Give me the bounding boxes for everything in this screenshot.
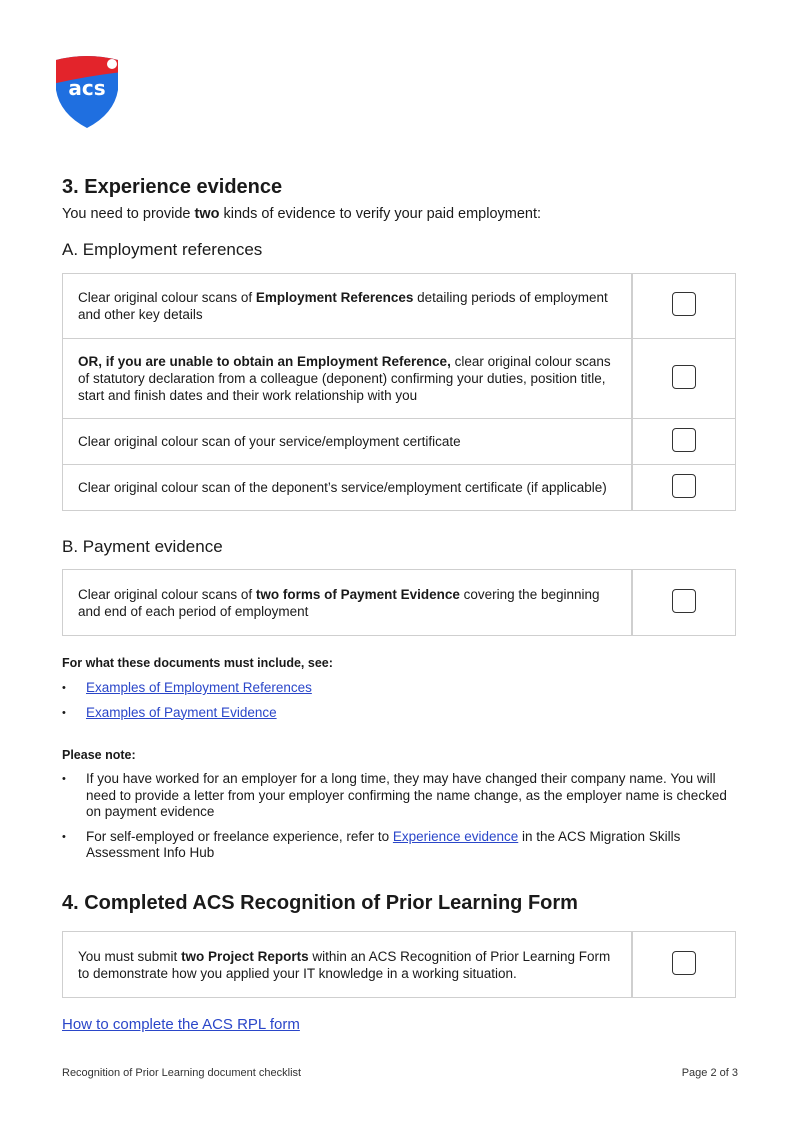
- checklist-text: You must submit two Project Reports within an ACS Recognition of Prior Learning Form to demonstrate how you applied your IT knowledge in a working situation.: [63, 932, 633, 998]
- payment-evidence-checkbox[interactable]: [672, 589, 696, 613]
- list-item: [62, 680, 312, 697]
- svg-text:acs: acs: [68, 76, 106, 100]
- payment-evidence-examples-link[interactable]: Examples of Payment Evidence: [86, 704, 277, 720]
- checklist-row: [63, 570, 736, 636]
- employment-checklist: [62, 273, 736, 511]
- payment-evidence-heading: B. Payment evidence: [62, 537, 223, 556]
- section-4-title: 4. Completed ACS Recognition of Prior Learning Form: [62, 892, 578, 914]
- checklist-text: Clear original colour scan of your service/employment certificate: [63, 419, 633, 465]
- checklist-text: Clear original colour scans of Employment References detailing periods of employment and other key details: [63, 274, 633, 339]
- checklist-row: [63, 419, 736, 465]
- section-3-title: 3. Experience evidence: [62, 176, 283, 198]
- rpl-form-guide-link[interactable]: How to complete the ACS RPL form: [62, 1016, 300, 1033]
- page-number: Page 2 of 3: [681, 1067, 738, 1079]
- section-3-intro: You need to provide two kinds of evidence to verify your paid employment:: [62, 206, 542, 222]
- acs-logo: [52, 54, 122, 130]
- list-item: [62, 705, 312, 722]
- notes-list: [62, 771, 742, 862]
- employment-reference-checkbox[interactable]: [672, 292, 696, 316]
- list-item: • For self-employed or freelance experience, refer to Experience evidence in the ACS Migration Skills Assessment Info Hub: [62, 829, 742, 862]
- list-item: • If you have worked for an employer for a long time, they may have changed their company name. You will need to provide a letter from your employer confirming the name change, as the employer name is checked on payment evidence: [62, 771, 742, 821]
- include-heading: For what these documents must include, see:: [62, 656, 333, 670]
- checklist-row: [63, 339, 736, 419]
- checklist-text: Clear original colour scan of the deponent’s service/employment certificate (if applicable): [63, 465, 633, 511]
- checklist-row: [63, 932, 736, 998]
- include-links-list: [62, 680, 312, 721]
- checklist-row: [63, 274, 736, 339]
- employment-references-heading: A. Employment references: [62, 240, 263, 259]
- project-reports-checkbox[interactable]: [672, 951, 696, 975]
- checklist-text: Clear original colour scans of two forms of Payment Evidence covering the beginning and end of each period of employment: [63, 570, 633, 636]
- deponent-certificate-checkbox[interactable]: [672, 474, 696, 498]
- statutory-declaration-checkbox[interactable]: [672, 365, 696, 389]
- payment-checklist: [62, 569, 736, 636]
- employment-references-examples-link[interactable]: Examples of Employment References: [86, 680, 312, 695]
- footer-document-title: Recognition of Prior Learning document checklist: [62, 1067, 302, 1079]
- rpl-checklist: [62, 931, 736, 998]
- experience-evidence-link[interactable]: Experience evidence: [392, 828, 519, 844]
- please-note-heading: Please note:: [62, 748, 136, 762]
- checklist-text: OR, if you are unable to obtain an Employment Reference, clear original colour scans of statutory declaration from a colleague (deponent) confirming your duties, position title, start and finish dates and their work relationship with you: [63, 339, 633, 419]
- service-certificate-checkbox[interactable]: [672, 428, 696, 452]
- checklist-row: [63, 465, 736, 511]
